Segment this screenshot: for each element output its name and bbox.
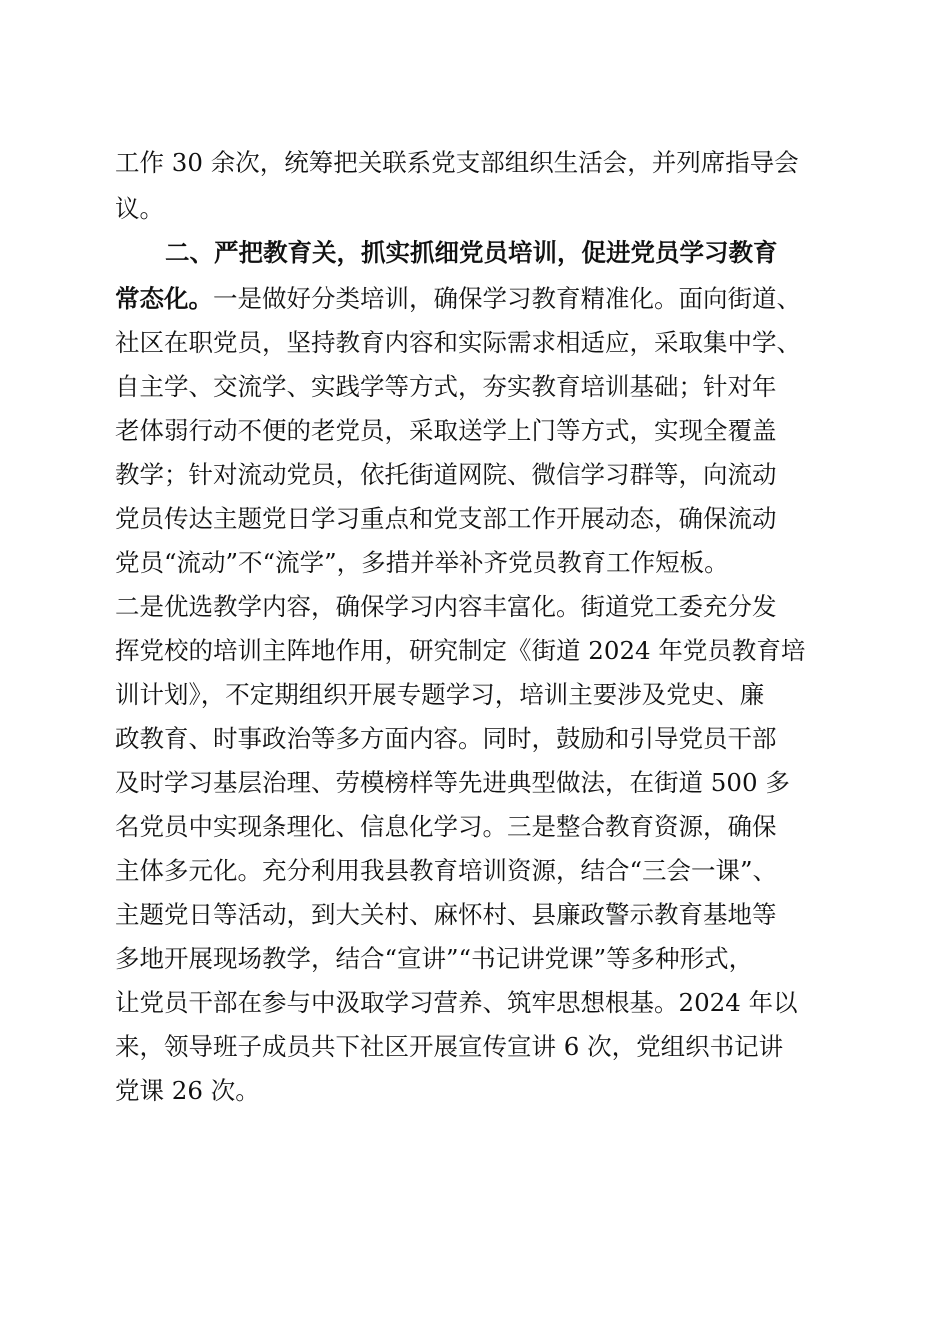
body-line bbox=[115, 276, 835, 322]
body-line: 让党员干部在参与中汲取学习营养、筑牢思想根基。2024 年以 bbox=[115, 988, 798, 1017]
body-line: 工作 30 余次，统筹把关联系党支部组织生活会，并列席指导会 bbox=[115, 148, 799, 177]
body-line: 教学；针对流动党员，依托街道网院、微信学习群等，向流动 bbox=[115, 460, 777, 489]
body-line: 主体多元化。充分利用我县教育培训资源，结合“三会一课”、 bbox=[115, 856, 778, 885]
body-line: 老体弱行动不便的老党员，采取送学上门等方式，实现全覆盖 bbox=[115, 416, 777, 445]
body-line: 政教育、时事政治等多方面内容。同时，鼓励和引导党员干部 bbox=[115, 724, 777, 753]
body-line: 及时学习基层治理、劳模榜样等先进典型做法，在街道 500 多 bbox=[115, 768, 790, 797]
body-line: 训计划》，不定期组织开展专题学习，培训主要涉及党史、廉 bbox=[115, 680, 765, 709]
body-line: 来，领导班子成员共下社区开展宣传宣讲 6 次，党组织书记讲 bbox=[115, 1032, 784, 1061]
body-line: 多地开展现场教学，结合“宣讲”“书记讲党课”等多种形式， bbox=[115, 944, 754, 973]
body-line: 党员传达主题党日学习重点和党支部工作开展动态，确保流动 bbox=[115, 504, 777, 533]
body-line: 党员“流动”不“流学”，多措并举补齐党员教育工作短板。 bbox=[115, 548, 729, 577]
body-line: 二是优选教学内容，确保学习内容丰富化。街道党工委充分发 bbox=[115, 592, 777, 621]
body-line: 议。 bbox=[115, 194, 164, 223]
body-line: 社区在职党员，坚持教育内容和实际需求相适应，采取集中学、 bbox=[115, 328, 801, 357]
body-line: 主题党日等活动，到大关村、麻怀村、县廉政警示教育基地等 bbox=[115, 900, 777, 929]
section-heading: 二、严把教育关，抓实抓细党员培训，促进党员学习教育 bbox=[165, 238, 778, 267]
body-line: 名党员中实现条理化、信息化学习。三是整合教育资源，确保 bbox=[115, 812, 777, 841]
body-line-text: 一是做好分类培训，确保学习教育精准化。面向街道、 bbox=[213, 284, 801, 313]
section-heading-continued: 常态化。 bbox=[115, 284, 213, 313]
body-line: 党课 26 次。 bbox=[115, 1076, 260, 1105]
body-line: 挥党校的培训主阵地作用，研究制定《街道 2024 年党员教育培 bbox=[115, 636, 806, 665]
body-line: 自主学、交流学、实践学等方式，夯实教育培训基础；针对年 bbox=[115, 372, 777, 401]
